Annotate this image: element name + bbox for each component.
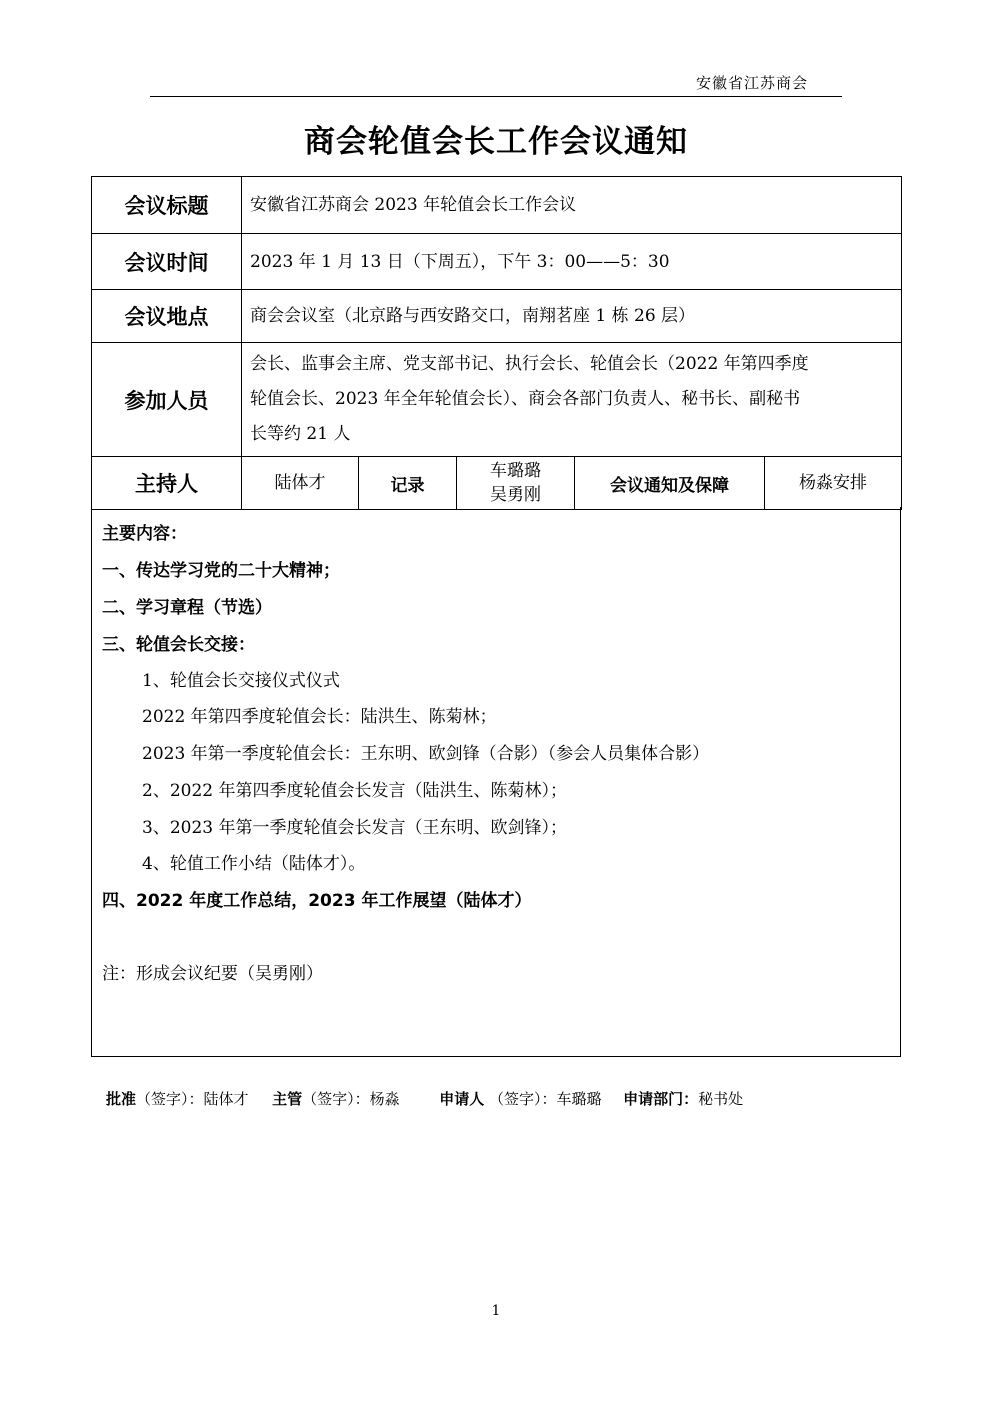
attendees-label: 参加人员 xyxy=(92,343,242,457)
time-label: 会议时间 xyxy=(92,234,242,290)
attendees-value xyxy=(242,343,902,457)
attendees-line: 会长、监事会主席、党支部书记、执行会长、轮值会长（2022 年第四季度 xyxy=(250,354,809,374)
attendees-row xyxy=(92,343,902,457)
content-item-2: 二、学习章程（节选） xyxy=(102,598,272,618)
applicant-label: 申请人 xyxy=(439,1090,485,1108)
content-item-4: 四、2022 年度工作总结，2023 年工作展望（陆体才） xyxy=(102,891,532,911)
place-label: 会议地点 xyxy=(92,290,242,343)
department-value: 秘书处 xyxy=(698,1090,744,1108)
topic-label: 会议标题 xyxy=(92,177,242,234)
content-note: 注：形成会议纪要（吴勇刚） xyxy=(102,964,323,984)
header-divider xyxy=(150,96,842,97)
content-heading: 主要内容： xyxy=(102,524,187,544)
page-number: 1 xyxy=(491,1303,501,1319)
topic-value: 安徽省江苏商会 2023 年轮值会长工作会议 xyxy=(242,177,902,234)
attendees-line: 轮值会长、2023 年全年轮值会长）、商会各部门负责人、秘书长、副秘书 xyxy=(250,389,801,409)
manager-label: 主管 xyxy=(272,1090,303,1108)
content-sub-1b: 2023 年第一季度轮值会长：王东明、欧剑锋（合影）（参会人员集体合影） xyxy=(142,744,710,764)
time-row xyxy=(92,234,902,290)
record-value xyxy=(457,457,575,510)
main-content-box xyxy=(91,507,901,1057)
document-title: 商会轮值会长工作会议通知 xyxy=(304,124,688,160)
header-organization: 安徽省江苏商会 xyxy=(696,74,809,92)
notice-value: 杨淼安排 xyxy=(765,457,902,510)
meeting-info-table xyxy=(91,176,902,510)
approve-label: 批准 xyxy=(106,1090,137,1108)
place-value: 商会会议室（北京路与西安路交口，南翔茗座 1 栋 26 层） xyxy=(242,290,902,343)
content-item-3: 三、轮值会长交接： xyxy=(102,635,255,655)
record-name: 车璐璐 xyxy=(490,461,541,481)
host-label: 主持人 xyxy=(92,457,242,510)
manager-signature: （签字）：杨淼 xyxy=(302,1090,400,1108)
notice-label: 会议通知及保障 xyxy=(575,457,765,510)
time-value: 2023 年 1 月 13 日（下周五），下午 3：00——5：30 xyxy=(242,234,902,290)
applicant-signature: （签字）：车璐璐 xyxy=(488,1090,602,1108)
department-label: 申请部门： xyxy=(623,1090,699,1108)
topic-row xyxy=(92,177,902,234)
content-sub-2: 2、2022 年第四季度轮值会长发言（陆洪生、陈菊林）； xyxy=(142,781,567,801)
roles-row xyxy=(92,457,902,510)
content-sub-4: 4、轮值工作小结（陆体才）。 xyxy=(142,854,366,874)
attendees-line: 长等约 21 人 xyxy=(250,424,351,444)
record-label: 记录 xyxy=(359,457,457,510)
content-item-1: 一、传达学习党的二十大精神； xyxy=(102,561,340,581)
content-sub-3: 3、2023 年第一季度轮值会长发言（王东明、欧剑锋）； xyxy=(142,818,567,838)
approve-signature: （签字）：陆体才 xyxy=(136,1090,249,1108)
host-value: 陆体才 xyxy=(242,457,359,510)
content-sub-1a: 2022 年第四季度轮值会长：陆洪生、陈菊林； xyxy=(142,707,497,727)
signature-line xyxy=(106,1088,743,1109)
place-row xyxy=(92,290,902,343)
record-name: 吴勇刚 xyxy=(490,485,541,505)
content-sub-1: 1、轮值会长交接仪式仪式 xyxy=(142,671,340,691)
